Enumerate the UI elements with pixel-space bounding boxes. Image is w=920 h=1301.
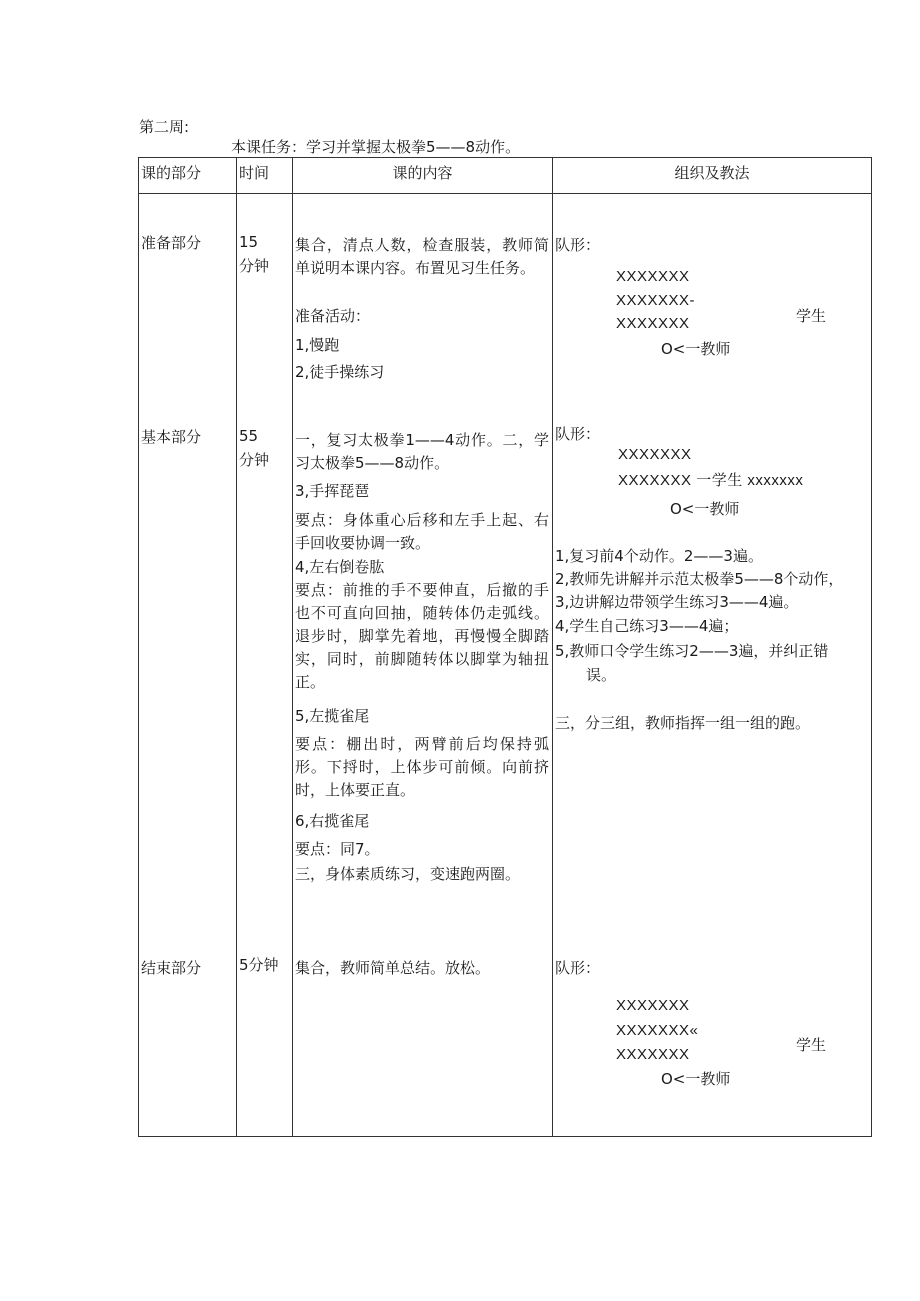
time-prep-unit: 分钟 bbox=[239, 257, 270, 275]
basic-content-c5: 要点：前推的手不要伸直，后撤的手也不可直向回抽，随转体仍走弧线。退步时，脚掌先着地，再慢慢全脚踏实，同时，前脚随转体以脚掌为轴扭正。 bbox=[295, 581, 549, 691]
end-org-label: 队形： bbox=[555, 959, 601, 977]
prep-content-p1: 集合，清点人数，检查服装，教师简单说明本课内容。布置见习生任务。 bbox=[295, 236, 549, 277]
part-cell bbox=[139, 194, 237, 1137]
header-time-cell bbox=[237, 158, 293, 194]
prep-formation-row3: XXXXXXX bbox=[616, 315, 690, 332]
basic-content-c3: 要点：身体重心后移和左手上起、右手回收要协调一致。 bbox=[295, 511, 549, 552]
basic-formation-row2: XXXXXXX 一学生 xxxxxxx bbox=[618, 472, 804, 489]
basic-formation-row1: XXXXXXX bbox=[618, 446, 692, 463]
basic-content-c10: 三，身体素质练习，变速跑两圈。 bbox=[295, 865, 521, 883]
basic-teacher-label: O<一教师 bbox=[670, 500, 740, 518]
header-part-cell bbox=[139, 158, 237, 194]
basic-method-3: 3,边讲解边带领学生练习3——4遍。 bbox=[555, 593, 799, 611]
basic-content-c6: 5,左揽雀尾 bbox=[295, 707, 370, 725]
basic-method-1: 1,复习前4个动作。2——3遍。 bbox=[555, 547, 763, 565]
basic-content-c9: 要点：同7。 bbox=[295, 840, 380, 858]
time-cell bbox=[237, 194, 293, 1137]
prep-formation-row1: XXXXXXX bbox=[616, 268, 690, 285]
time-prep-num: 15 bbox=[239, 233, 259, 251]
end-student-label: 学生 bbox=[796, 1036, 827, 1054]
end-teacher-label: O<一教师 bbox=[661, 1070, 731, 1088]
end-formation-row2: XXXXXXX« bbox=[616, 1022, 699, 1039]
header-content-cell bbox=[293, 158, 553, 194]
body-row bbox=[139, 194, 872, 1137]
end-formation-row3: XXXXXXX bbox=[616, 1046, 690, 1063]
part-prep: 准备部分 bbox=[141, 234, 202, 252]
prep-formation-row2: XXXXXXX- bbox=[616, 292, 696, 309]
time-basic-num: 55 bbox=[239, 427, 259, 445]
basic-content-c2: 3,手挥琵琶 bbox=[295, 482, 370, 500]
header-part: 课的部分 bbox=[141, 164, 202, 182]
basic-method-6: 三，分三组，教师指挥一组一组的跑。 bbox=[555, 714, 811, 732]
basic-content-c1: 一，复习太极拳1——4动作。二，学习太极拳5——8动作。 bbox=[295, 431, 549, 472]
header-row bbox=[139, 158, 872, 194]
basic-content-c8: 6,右揽雀尾 bbox=[295, 812, 370, 830]
header-time: 时间 bbox=[239, 164, 270, 182]
part-end: 结束部分 bbox=[141, 959, 202, 977]
prep-content-l2: 1,慢跑 bbox=[295, 336, 340, 354]
basic-method-5b: 误。 bbox=[586, 666, 617, 684]
header-org: 组织及教法 bbox=[674, 164, 750, 182]
header-org-cell bbox=[553, 158, 872, 194]
time-basic-unit: 分钟 bbox=[239, 451, 270, 469]
lesson-task: 本课任务：学习并掌握太极拳5——8动作。 bbox=[231, 138, 521, 156]
basic-method-2: 2,教师先讲解并示范太极拳5——8个动作， bbox=[555, 570, 844, 588]
basic-content-c7: 要点：棚出时，两臂前后均保持弧形。下捋时，上体步可前倾。向前挤时，上体要正直。 bbox=[295, 735, 549, 799]
lesson-plan-table bbox=[138, 157, 872, 1137]
basic-content-c4: 4,左右倒卷肱 bbox=[295, 558, 385, 576]
end-content: 集合，教师简单总结。放松。 bbox=[295, 959, 491, 977]
prep-teacher-label: O<一教师 bbox=[661, 340, 731, 358]
part-basic: 基本部分 bbox=[141, 428, 202, 446]
basic-method-4: 4,学生自己练习3——4遍； bbox=[555, 617, 739, 635]
week-heading: 第二周: bbox=[139, 118, 190, 136]
basic-method-5a: 5,教师口令学生练习2——3遍，并纠正错 bbox=[555, 642, 829, 660]
end-formation-row1: XXXXXXX bbox=[616, 997, 690, 1014]
header-content: 课的内容 bbox=[392, 164, 453, 182]
prep-org-label: 队形： bbox=[555, 236, 601, 254]
prep-content-l1: 准备活动： bbox=[295, 307, 371, 325]
prep-student-label: 学生 bbox=[796, 307, 827, 325]
time-end: 5分钟 bbox=[239, 956, 279, 974]
basic-org-label: 队形： bbox=[555, 425, 601, 443]
prep-content-l3: 2,徒手操练习 bbox=[295, 363, 385, 381]
org-cell bbox=[553, 194, 872, 1137]
content-cell bbox=[293, 194, 553, 1137]
